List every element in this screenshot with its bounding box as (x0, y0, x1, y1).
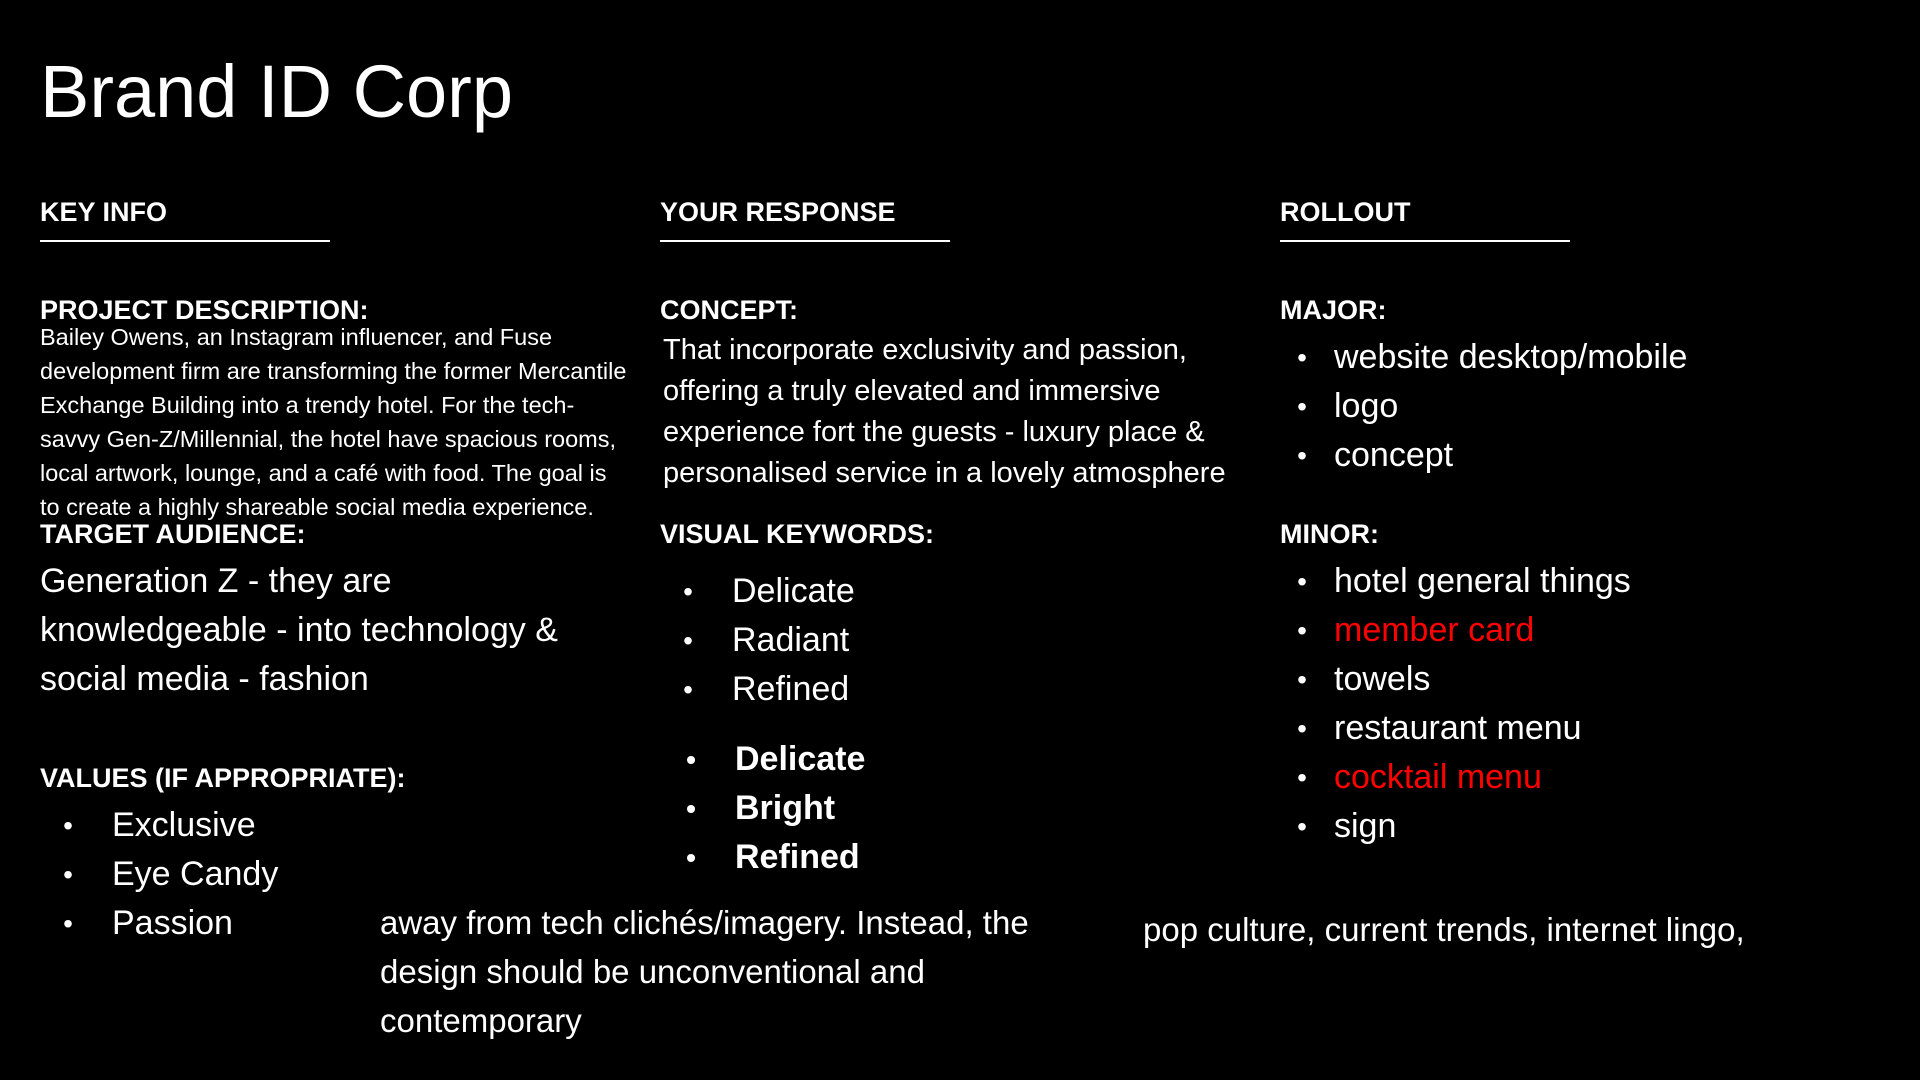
list-item (678, 665, 855, 714)
target-audience-line: Generation Z - they are (40, 562, 392, 600)
major-item: website desktop/mobile (1334, 338, 1688, 376)
rollout-underline (1280, 240, 1570, 242)
bullet-icon: • (683, 625, 693, 656)
project-description-line: savvy Gen-Z/Millennial, the hotel have spacious rooms, (40, 426, 617, 452)
themes-note: pop culture, current trends, internet lingo, (1143, 911, 1745, 948)
project-description-line: Exchange Building into a trendy hotel. For the tech- (40, 392, 575, 418)
concept-line: offering a truly elevated and immersive (663, 375, 1161, 407)
list-item (681, 735, 865, 784)
value-item: Eye Candy (112, 855, 279, 893)
bullet-icon: • (1297, 566, 1307, 597)
bullet-icon: • (683, 674, 693, 705)
your-response-heading: YOUR RESPONSE (660, 197, 896, 227)
keyword-item: Refined (732, 670, 850, 708)
minor-item: towels (1334, 660, 1431, 698)
concept-line: That incorporate exclusivity and passion, (663, 334, 1187, 366)
bullet-icon: • (1297, 811, 1307, 842)
minor-label: MINOR: (1280, 519, 1379, 549)
keyword-item: Delicate (732, 572, 855, 610)
keyword-item: Radiant (732, 621, 850, 659)
bullet-icon: • (1297, 440, 1307, 471)
visual-keywords-list (678, 567, 855, 714)
bullet-icon: • (63, 908, 73, 939)
key-info-heading: KEY INFO (40, 197, 168, 227)
bullet-icon: • (1297, 713, 1307, 744)
target-audience-label: TARGET AUDIENCE: (40, 519, 306, 549)
bullet-icon: • (686, 842, 696, 873)
values-list (58, 801, 278, 948)
list-item (678, 567, 855, 616)
rollout-heading: ROLLOUT (1280, 197, 1411, 227)
target-audience-line: social media - fashion (40, 660, 369, 698)
project-description-line: Bailey Owens, an Instagram influencer, and Fuse (40, 324, 553, 350)
design-direction-line: away from tech clichés/imagery. Instead, the (380, 904, 1029, 941)
key-info-underline (40, 240, 330, 242)
design-direction-line: design should be unconventional and (380, 953, 925, 990)
list-item (1280, 655, 1631, 704)
bullet-icon: • (686, 793, 696, 824)
bullet-icon: • (683, 576, 693, 607)
bullet-icon: • (63, 859, 73, 890)
design-direction-note (380, 898, 1029, 1045)
page-title: Brand ID Corp (40, 50, 513, 133)
major-list (1280, 333, 1687, 480)
visual-keywords-label: VISUAL KEYWORDS: (660, 519, 935, 549)
keyword-bold-item: Bright (735, 789, 836, 827)
design-direction-line: contemporary (380, 1002, 582, 1039)
major-item: logo (1334, 387, 1399, 425)
value-item: Passion (112, 904, 233, 942)
bullet-icon: • (1297, 391, 1307, 422)
list-item (1280, 802, 1631, 851)
list-item (681, 833, 865, 882)
list-item (1280, 606, 1631, 655)
list-item (1280, 333, 1687, 382)
list-item (58, 850, 278, 899)
value-item: Exclusive (112, 806, 256, 844)
project-description-line: to create a highly shareable social media experience. (40, 494, 594, 520)
bullet-icon: • (1297, 342, 1307, 373)
minor-item: hotel general things (1334, 562, 1631, 600)
bullet-icon: • (1297, 615, 1307, 646)
list-item (1280, 431, 1687, 480)
bullet-icon: • (63, 810, 73, 841)
list-item (1280, 382, 1687, 431)
minor-item: sign (1334, 807, 1397, 845)
list-item (58, 801, 278, 850)
target-audience-text (40, 557, 558, 704)
your-response-underline (660, 240, 950, 242)
project-description-label: PROJECT DESCRIPTION: (40, 295, 369, 325)
concept-label: CONCEPT: (660, 295, 799, 325)
bullet-icon: • (1297, 762, 1307, 793)
list-item (1280, 753, 1631, 802)
minor-item: restaurant menu (1334, 709, 1582, 747)
concept-text (663, 330, 1226, 494)
bullet-icon: • (686, 744, 696, 775)
list-item (58, 899, 278, 948)
minor-item-highlighted: member card (1334, 611, 1535, 649)
minor-item-highlighted: cocktail menu (1334, 758, 1542, 796)
target-audience-line: knowledgeable - into technology & (40, 611, 558, 649)
major-item: concept (1334, 436, 1454, 474)
project-description-line: development firm are transforming the former Mercantile (40, 358, 627, 384)
keyword-bold-item: Delicate (735, 740, 866, 778)
major-label: MAJOR: (1280, 295, 1387, 325)
concept-line: experience fort the guests - luxury place & (663, 416, 1205, 448)
concept-line: personalised service in a lovely atmosphere (663, 457, 1226, 489)
bullet-icon: • (1297, 664, 1307, 695)
keyword-bold-item: Refined (735, 838, 860, 876)
list-item (1280, 557, 1631, 606)
minor-list (1280, 557, 1631, 851)
visual-keywords-bold-list (681, 735, 865, 882)
project-description-text (40, 320, 650, 524)
list-item (1280, 704, 1631, 753)
project-description-line: local artwork, lounge, and a café with food. The goal is (40, 460, 607, 486)
values-label: VALUES (IF APPROPRIATE): (40, 763, 406, 793)
list-item (681, 784, 865, 833)
list-item (678, 616, 855, 665)
